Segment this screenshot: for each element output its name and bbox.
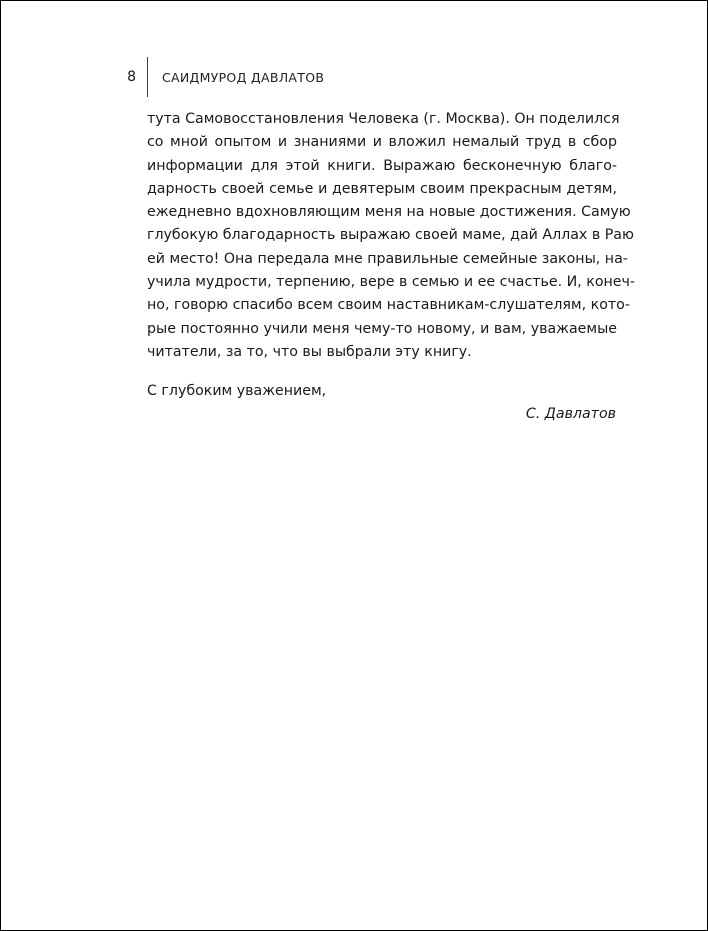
- author-signature: С. Давлатов: [525, 406, 616, 422]
- paragraph-line: информации для этой книги. Выражаю бесконечную благо-: [147, 157, 617, 174]
- body-paragraph: [147, 108, 636, 364]
- header-divider: [147, 57, 148, 97]
- paragraph-line: дарность своей семье и девятерым своим прекрасным детям,: [147, 180, 617, 197]
- paragraph-line: тута Самовосстановления Человека (г. Москва). Он поделился: [147, 111, 620, 127]
- paragraph-line: ежедневно вдохновляющим меня на новые достижения. Самую: [147, 204, 631, 221]
- paragraph-line: но, говорю спасибо всем своим наставникам-слушателям, кото-: [147, 297, 630, 314]
- running-head-author: САИДМУРОД ДАВЛАТОВ: [162, 70, 325, 85]
- paragraph-line: со мной опытом и знаниями и вложил немалый труд в сбор: [147, 134, 617, 151]
- paragraph-line: учила мудрости, терпению, вере в семью и ее счастье. И, конеч-: [147, 274, 636, 291]
- page-number: 8: [127, 69, 136, 85]
- paragraph-line: ей место! Она передала мне правильные семейные законы, на-: [147, 250, 628, 267]
- paragraph-line: глубокую благодарность выражаю своей маме, дай Аллах в Раю: [147, 227, 634, 244]
- paragraph-line: читатели, за то, что вы выбрали эту книгу.: [147, 343, 472, 360]
- paragraph-line: рые постоянно учили меня чему-то новому, и вам, уважаемые: [147, 320, 617, 337]
- closing-salutation: С глубоким уважением,: [147, 383, 327, 399]
